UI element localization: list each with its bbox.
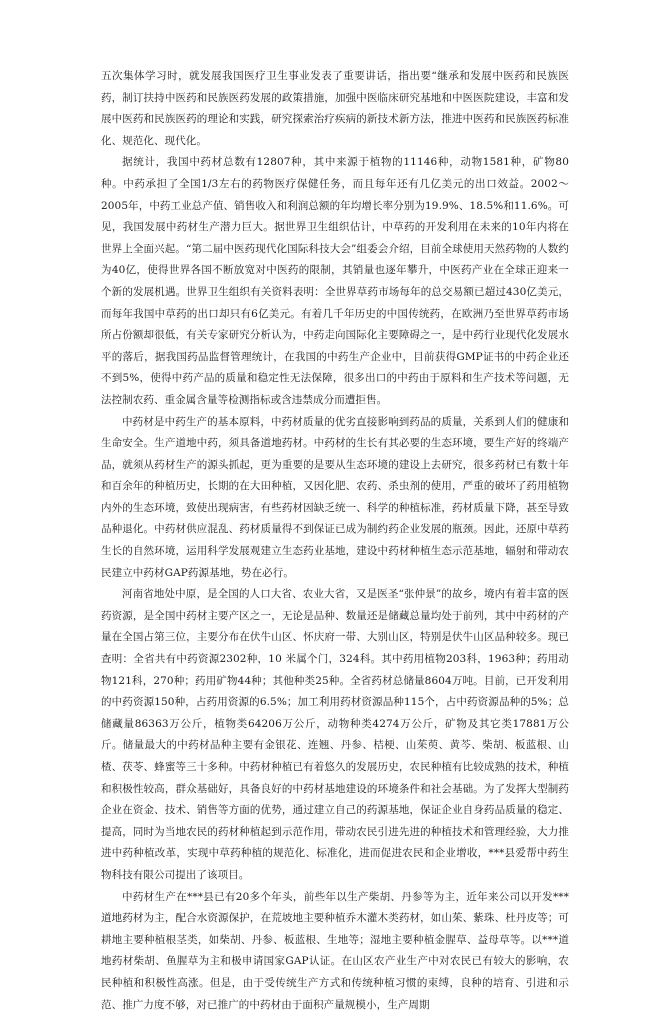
paragraph-1: 五次集体学习时，就发展我国医疗卫生事业发表了重要讲话，指出要“继承和发展中医药和民族医药，制订扶持中医药和民族医药发展的政策措施，加强中医临床研究基地和中医医院建设，丰富和发展中医药和民族医药的理论和实践，研究探索治疗疾病的新技术新方法，推进中医药和民族医药标准化、规范化、现代化。 xyxy=(101,70,569,147)
paragraph-3: 中药材是中药生产的基本原料，中药材质量的优劣直接影响到药品的质量，关系到人们的健康和生命安全。生产道地中药，须具备道地药材。中药材的生长有其必要的生态环境，要生产好的终端产品，就须从药材生产的源头抓起，更为重要的是要从生态环境的建设上去研究，很多药材已有数十年和百余年的种植历史，长期的在大田种植，又因化肥、农药、杀虫剂的使用，严重的破坏了药用植物内外的生态环境，致使出现病害，有些药材因缺乏统一、科学的种植标准，药材质量下降，甚至导致品种退化。中药材供应混乱、药材质量得不到保证已成为制约药企业发展的瓶颈。因此，还原中草药生长的自然环境，运用科学发展观建立生态药业基地，建设中药材种植生态示范基地，辐射和带动农民建立中药材GAP药源基地，势在必行。 xyxy=(101,415,569,579)
paragraph-5: 中药材生产在***县已有20多个年头，前些年以生产柴胡、丹参等为主，近年来公司以开发***道地药材为主，配合水资源保护，在荒坡地主要种植乔木灌木类药材，如山茱、紫珠、杜丹皮等；可耕地主要种植根茎类，如柴胡、丹参、板蓝根、生地等；湿地主要种植金腥草、益母草等。以***道地药材柴胡、鱼腥草为主和极申请国家GAP认证。在山区农产业生产中对农民已有较大的影响，农民种植和积极性高涨。但是，由于受传统生产方式和传统种植习惯的束缚，良种的培育、引进和示范、推广力度不够，对已推广的中药材由于面积产量规模小，生产周期 xyxy=(101,890,569,1011)
paragraph-4: 河南省地处中原，是全国的人口大省、农业大省，又是医圣“张仲景”的故乡，境内有着丰富的医药资源，是全国中药材主要产区之一，无论是品种、数量还是储藏总量均处于前列，其中中药材的产量在全国占第三位，主要分布在伏牛山区、怀庆府一带、大别山区，特别是伏牛山区品种较多。现已查明：全省共有中药资源2302种，10 米属个门，324科。其中药用植物203科，1963种；药用动物121科，270种；药用矿物44种；其他种类25种。全省药材总储量8604万吨。目前，已开发利用的中药资源150种，占药用资源的6.5%；加工利用药材资源品种115个，占中药资源品种的5%；总储藏量86363万公斤，植物类64206万公斤，动物种类4274万公斤，矿物及其它类17881万公斤。储量最大的中药材品种主要有金银花、连翘、丹参、桔梗、山茱萸、黄芩、柴胡、板蓝根、山楂、茯苓、蜂蜜等三十多种。中药材种植已有着悠久的发展历史，农民种植有比较成熟的技术，种植和积极性较高，群众基础好，具备良好的中药材基地建设的环境条件和社会基础。为了发挥大型制药企业在资金、技术、销售等方面的优势，通过建立自己的药源基地，保证企业自身药品质量的稳定、提高，同时为当地农民的药材种植起到示范作用，带动农民引进先进的种植技术和管理经验，大力推进中药种植改革，实现中草药种植的规范化、标准化，进而促进农民和企业增收，***县爱帮中药生物科技有限公司提出了该项目。 xyxy=(101,588,569,881)
paragraph-2: 据统计，我国中药材总数有12807种，其中来源于植物的11146种，动物1581种，矿物80种。中药承担了全国1/3左右的药物医疗保健任务，而且每年还有几亿美元的出口效益。2002～2005年，中药工业总产值、销售收入和利润总额的年均增长率分别为19.9%、18.5%和11.6%。可见，我国发展中药材生产潜力巨大。据世界卫生组织估计，中草药的开发利用在未来的10年内将在世界上全面兴起。“第二届中医药现代化国际科技大会”组委会介绍，目前全球使用天然药物的人数约为40亿，使得世界各国不断放宽对中医药的限制，其销量也逐年攀升，中医药产业在全球正迎来一个新的发展机遇。世界卫生组织有关资料表明：全世界草药市场每年的总交易额已超过430亿美元，而每年我国中草药的出口却只有6亿美元。有着几千年历史的中国传统药，在欧洲乃至世界草药市场所占份额却很低，有关专家研究分析认为，中药走向国际化主要障碍之一，是中药行业现代化发展水平的落后，据我国药品监督管理统计，在我国的中药生产企业中，目前获得GMP证书的中药企业还不到5%，使得中药产品的质量和稳定性无法保障，很多出口的中药由于原料和生产技术等问题，无法控制农药、重金属含量等检测指标或含违禁成分而遭拒售。 xyxy=(101,156,569,406)
document-body xyxy=(101,66,569,1016)
